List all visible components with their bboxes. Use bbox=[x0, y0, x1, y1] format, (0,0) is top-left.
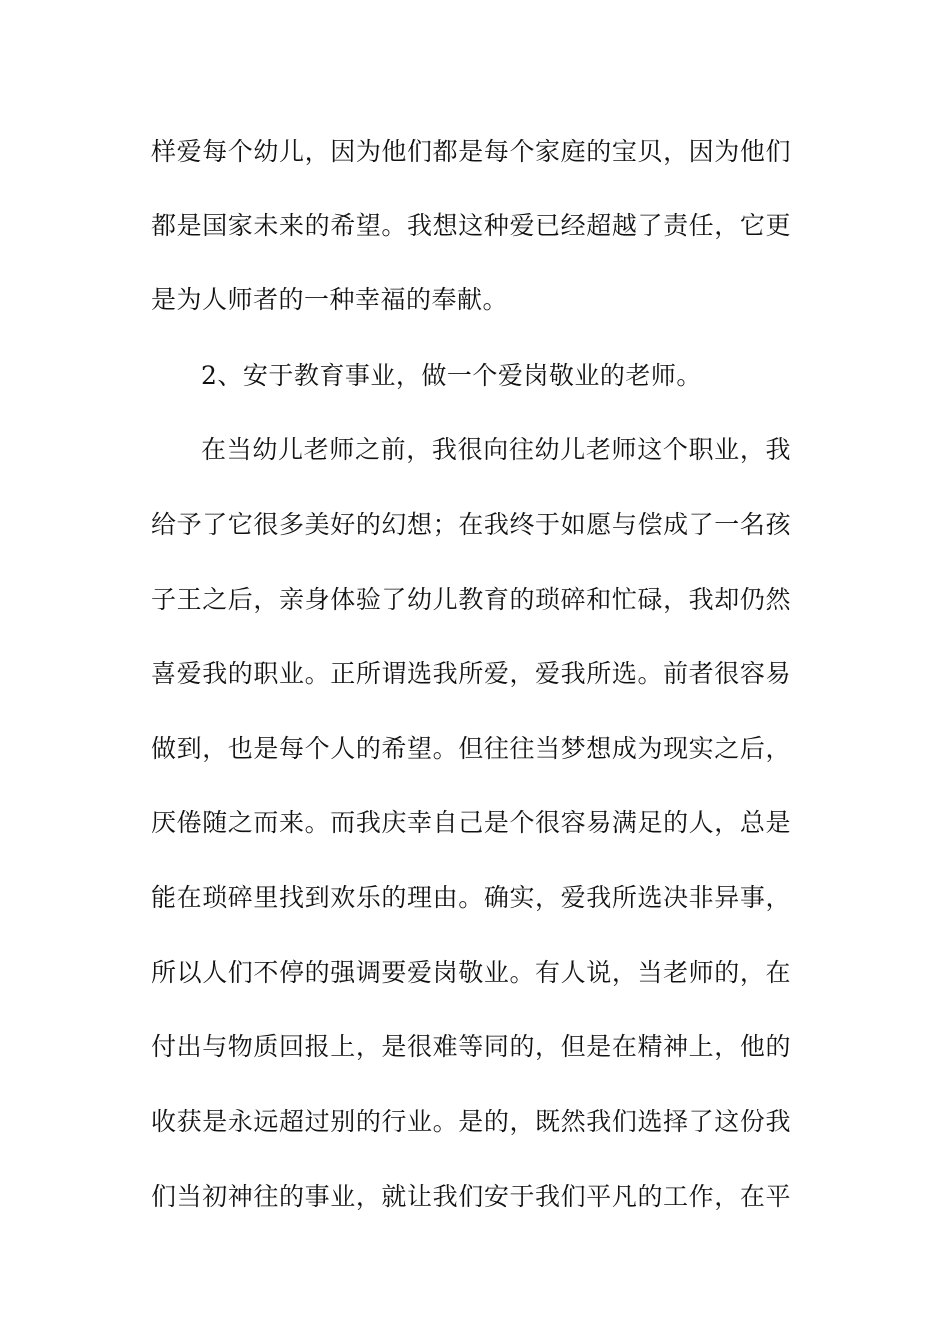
paragraph-line: 厌倦随之而来。而我庆幸自己是个很容易满足的人，总是 bbox=[151, 808, 791, 837]
paragraph-line: 给予了它很多美好的幻想；在我终于如愿与偿成了一名孩 bbox=[151, 510, 791, 539]
paragraph-line: 收获是永远超过别的行业。是的，既然我们选择了这份我 bbox=[151, 1107, 791, 1136]
paragraph-line: 子王之后，亲身体验了幼儿教育的琐碎和忙碌，我却仍然 bbox=[151, 585, 791, 614]
paragraph-line: 喜爱我的职业。正所谓选我所爱，爱我所选。前者很容易 bbox=[151, 659, 791, 688]
paragraph-line: 们当初神往的事业，就让我们安于我们平凡的工作，在平 bbox=[151, 1182, 791, 1211]
paragraph-line: 能在琐碎里找到欢乐的理由。确实，爱我所选决非异事， bbox=[151, 883, 791, 912]
paragraph-line: 都是国家未来的希望。我想这种爱已经超越了责任，它更 bbox=[151, 211, 791, 240]
section-heading: 2、安于教育事业，做一个爱岗敬业的老师。 bbox=[201, 361, 702, 390]
paragraph-line: 是为人师者的一种幸福的奉献。 bbox=[151, 285, 509, 314]
paragraph-line: 在当幼儿老师之前，我很向往幼儿老师这个职业，我 bbox=[201, 435, 791, 464]
paragraph-line: 做到，也是每个人的希望。但往往当梦想成为现实之后， bbox=[151, 734, 791, 763]
paragraph-line: 付出与物质回报上，是很难等同的，但是在精神上，他的 bbox=[151, 1032, 791, 1061]
paragraph-line: 所以人们不停的强调要爱岗敬业。有人说，当老师的，在 bbox=[151, 958, 791, 987]
paragraph-line: 样爱每个幼儿，因为他们都是每个家庭的宝贝，因为他们 bbox=[151, 137, 791, 166]
